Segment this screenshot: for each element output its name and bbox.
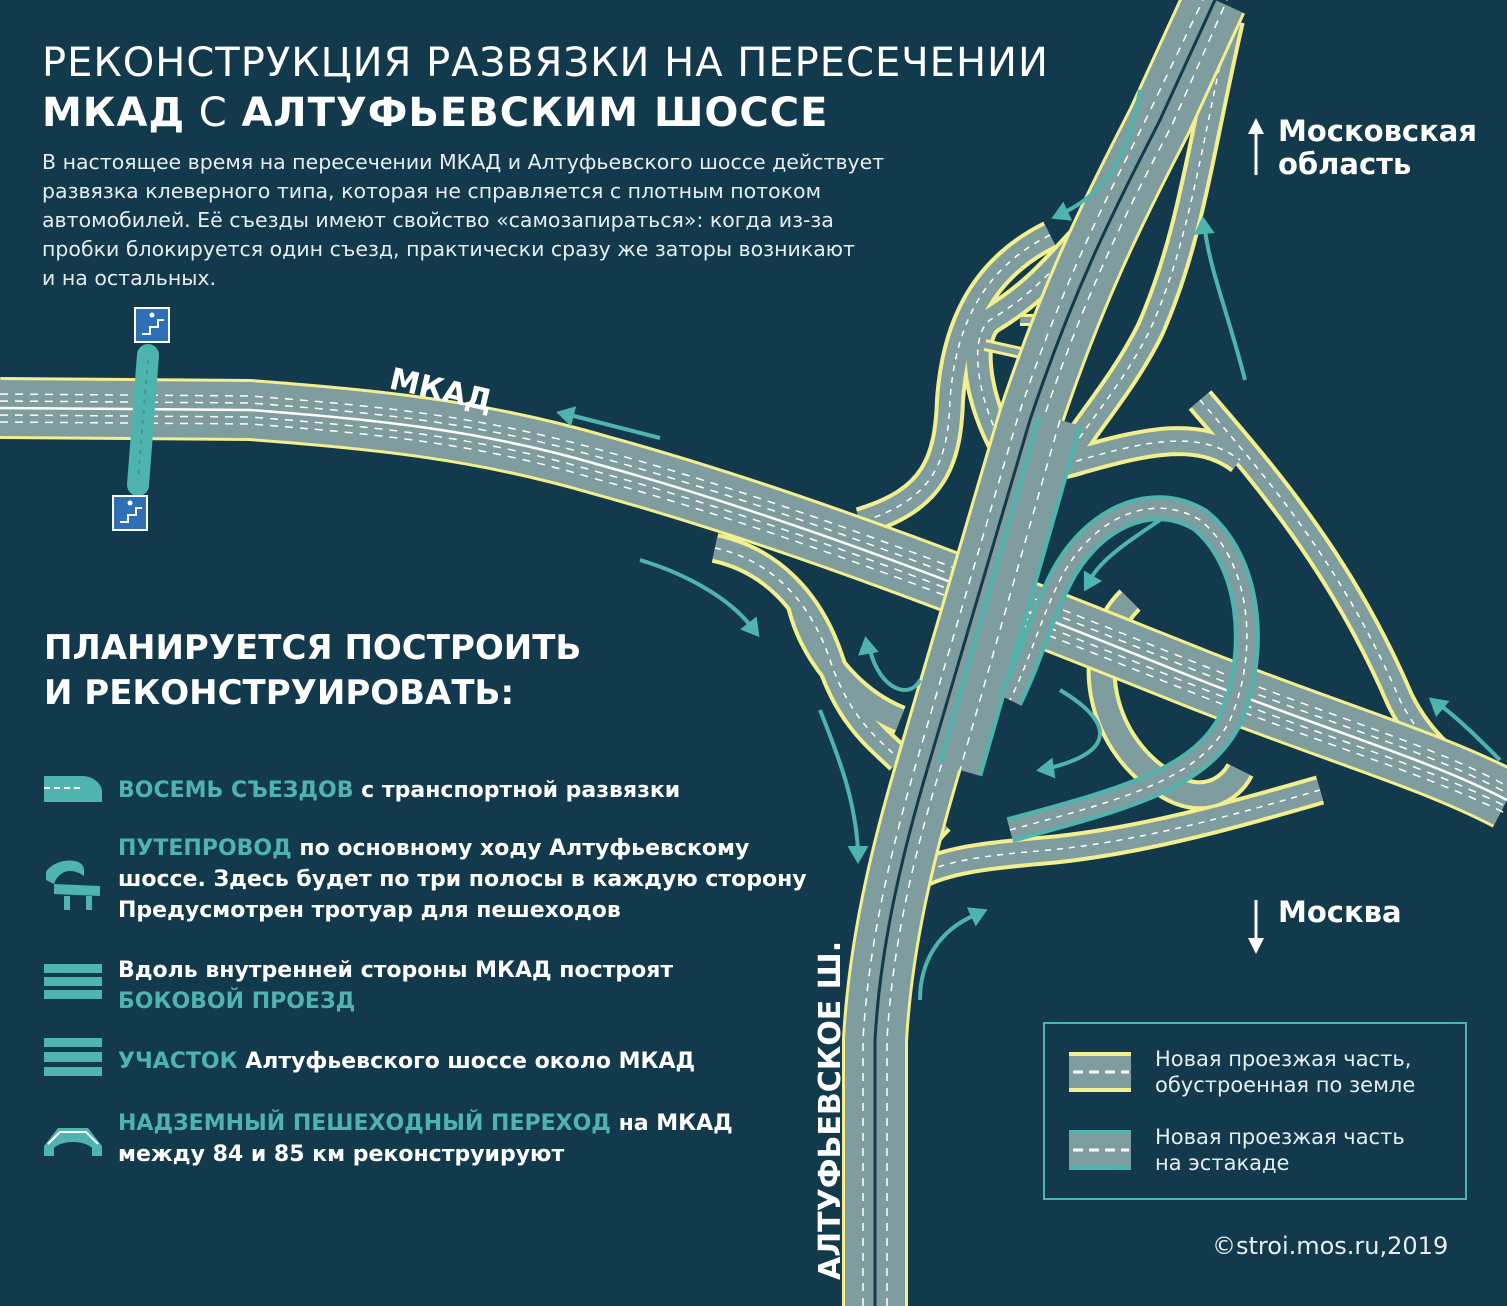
plan-heading: [44, 626, 581, 716]
intro-line: пробки блокируется один съезд, практически сразу же заторы возникают: [42, 237, 855, 261]
title-mid: С: [185, 90, 242, 136]
title-mkad: МКАД: [42, 90, 186, 136]
title-line1: РЕКОНСТРУКЦИЯ РАЗВЯЗКИ НА ПЕРЕСЕЧЕНИИ: [42, 40, 1049, 86]
list-item: ПУТЕПРОВОД по основному ходу Алтуфьевскому шоссе. Здесь будет по три полосы в каждую сторону Предусмотрен тротуар для пешеходов: [118, 836, 807, 923]
intro-line: автомобилей. Её съезды имеют свойство «самозапираться»: когда из-за: [42, 208, 834, 232]
pedestrian-bridge: [138, 355, 148, 485]
title-altufyevo: АЛТУФЬЕВСКИМ ШОССЕ: [241, 90, 829, 136]
mkad-label: МКАД: [386, 361, 496, 420]
south-arrow-icon: [1248, 900, 1264, 954]
overpass-icon: [44, 852, 102, 912]
legend-ground-label: Новая проезжая часть, обустроенная по земле: [1155, 1047, 1416, 1097]
plan-heading-line: И РЕКОНСТРУИРОВАТЬ:: [44, 673, 515, 713]
legend-elevated-label: Новая проезжая часть на эстакаде: [1155, 1125, 1405, 1175]
intro-text: [42, 148, 1002, 293]
page-title: [42, 38, 1049, 138]
intro-line: развязка клеверного типа, которая не справляется с плотным потоком: [42, 179, 822, 203]
list-item: УЧАСТОК Алтуфьевского шоссе около МКАД: [118, 1049, 696, 1074]
ground-road-swatch: [1069, 1052, 1131, 1092]
direction-north: [1278, 115, 1477, 181]
ramp-icon: [44, 768, 102, 802]
pedestrian-bridge-icon: [44, 1122, 102, 1158]
road-section-icon: [44, 1038, 102, 1076]
pedestrian-sign-icon: [113, 496, 147, 530]
north-arrow-icon: [1248, 118, 1264, 175]
list-item: НАДЗЕМНЫЙ ПЕШЕХОДНЫЙ ПЕРЕХОД на МКАД между 84 и 85 км реконструируют: [118, 1111, 733, 1167]
legend: [1043, 1022, 1467, 1200]
altufyevo-label: АЛТУФЬЕВСКОЕ Ш.: [813, 940, 848, 1280]
intro-line: В настоящее время на пересечении МКАД и Алтуфьевского шоссе действует: [42, 150, 885, 174]
direction-north-line: область: [1278, 147, 1412, 181]
mkad-road: [0, 394, 1507, 814]
list-item: Вдоль внутренней стороны МКАД построят БОКОВОЙ ПРОЕЗД: [118, 958, 674, 1014]
direction-south: Москва: [1278, 895, 1402, 929]
intro-line: и на остальных.: [42, 266, 217, 290]
list-item: ВОСЕМЬ СЪЕЗДОВ с транспортной развязки: [118, 778, 681, 803]
pedestrian-sign-icon: [135, 308, 169, 342]
elevated-road-swatch: [1069, 1130, 1131, 1170]
plan-heading-line: ПЛАНИРУЕТСЯ ПОСТРОИТЬ: [44, 628, 582, 668]
copyright: ©stroi.mos.ru,2019: [1212, 1232, 1449, 1260]
side-road-icon: [44, 964, 102, 1004]
direction-north-line: Московская: [1278, 114, 1477, 148]
